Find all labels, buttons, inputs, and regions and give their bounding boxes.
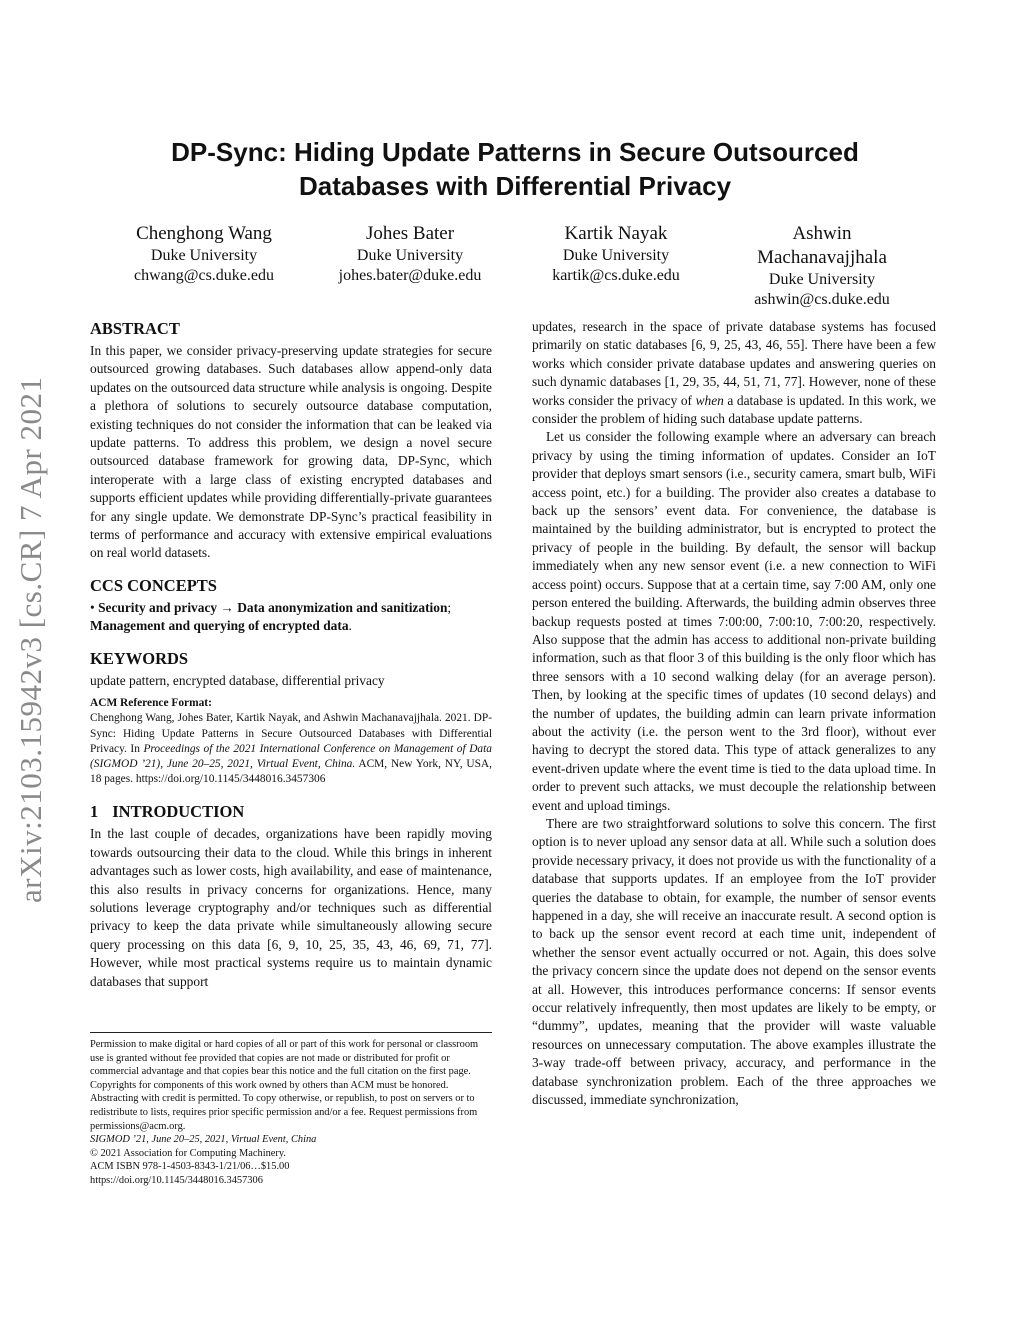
- intro-paragraph: In the last couple of decades, organizations have been rapidly moving towards outsourcing their data to the cloud. While this brings in inherent advantages such as lower costs, high availability, and ease of maintenance, this also results in privacy concerns for organizations. Hence, many solutions leverage cryptography and/or techniques such as differential privacy to keep the data private while simultaneously allowing secure query processing on this data [6, 9, 10, 25, 35, 43, 46, 69, 71, 77]. However, while most practical systems require us to maintain dynamic databases that support: [90, 826, 492, 989]
- author-affiliation: Duke University: [356, 247, 464, 264]
- body-paragraph: Let us consider the following example where an adversary can breach privacy by using the timing information of updates. Consider an IoT provider that deploys smart sensors (i.e., security camera, smart bulb, WiFi access point, etc.) for a building. The provider also creates a database to back up the sensors’ event data. For convenience, the database is maintained by the building administrator, but is encrypted to protect the privacy of people in the building. By default, the sensor will backup immediately when any new sensor event (i.e. a new connection to WiFi access point) occurs. Suppose that at a certain time, say 7:00 AM, only one person entered the building. Afterwards, the building admin observes three backup requests posted at times 7:00:00, 7:00:10, 7:00:20, respectively. Also suppose that the admin has access to additional non-private building information, such as that floor 3 of this building is the only floor which has three sensors with a 10 second walking delay (for an average person). Then, by looking at the specific times of updates (10 second delays) and the number of updates, the building admin can learn private information about the activity (i.e. the person went to the 3rd floor), without ever having to decrypt the stored data. This type of attack generalizes to any event-driven update where the event time is tied to the data upload time. In order to prevent such attacks, we must decouple the relationship between event and upload timings.: [532, 429, 936, 813]
- footnote-rule: [90, 1032, 492, 1033]
- emphasis: when: [695, 392, 724, 408]
- ccs-arrow: →: [220, 599, 234, 615]
- author-affiliation: Duke University: [562, 247, 670, 264]
- keywords-text: update pattern, encrypted database, differential privacy: [90, 672, 385, 688]
- section-heading-introduction: [90, 801, 492, 823]
- ccs-term: Management and querying of encrypted data: [90, 618, 349, 634]
- acm-reference-heading: ACM Reference Format:: [90, 697, 212, 710]
- author-affiliation: Duke University: [768, 271, 876, 288]
- paragraph-text: updates, research in the space of private database systems has focused primarily on static databases [6, 9, 25, 43, 46, 55]. There have been a few works which consider private database updates and answering queries on such dynamic databases [1, 29, 35, 44, 51, 71, 77]. However, none of these works consider the privacy of: [532, 319, 936, 408]
- author-name: Chenghong Wang: [136, 223, 272, 244]
- author-block: [118, 222, 290, 286]
- venue-line: SIGMOD ’21, June 20–25, 2021, Virtual Event, China: [90, 1134, 317, 1146]
- ccs-bullet: •: [90, 599, 95, 615]
- author-block: [322, 222, 498, 286]
- section-number: 1: [90, 802, 99, 822]
- right-column: [532, 318, 936, 1109]
- copyright-line: © 2021 Association for Computing Machinery.: [90, 1147, 286, 1159]
- acm-reference-plain: Chenghong Wang, Johes Bater, Kartik Nayak, and Ashwin Machanavajjhala. 2021. DP-Sync: Hiding Update Patterns in Secure Outsourced Databases with Differential Privacy. In: [90, 712, 492, 755]
- left-column: [90, 318, 492, 991]
- author-block: [536, 222, 696, 286]
- acm-reference-text: [90, 711, 492, 787]
- copyright-footnote: [90, 1038, 494, 1188]
- abstract-heading: ABSTRACT: [90, 319, 180, 338]
- isbn-line: ACM ISBN 978-1-4503-8343-1/21/06…$15.00: [90, 1161, 290, 1173]
- acm-reference-plain: ACM, New York, NY, USA, 18 pages. https://doi.org/10.1145/3448016.3457306: [90, 757, 492, 786]
- author-email: johes.bater@duke.edu: [338, 267, 482, 284]
- doi-line: https://doi.org/10.1145/3448016.3457306: [90, 1174, 263, 1186]
- arxiv-identifier: arXiv:2103.15942v3 [cs.CR] 7 Apr 2021: [13, 376, 48, 904]
- permission-notice: Permission to make digital or hard copies of all or part of this work for personal or classroom use is granted without fee provided that copies are not made or distributed for profit or commercial advantage and that copies bear this notice and the full citation on the first page. Copyrights for components of this work owned by others than ACM must be honored. Abstracting with credit is permitted. To copy otherwise, or republish, to post on servers or to redistribute to lists, requires prior specific permission and/or a fee. Request permissions from permissions@acm.org.: [90, 1039, 479, 1132]
- ccs-concepts: [90, 599, 492, 636]
- acm-reference-proceedings: Proceedings of the 2021 International Conference on Management of Data (SIGMOD ’21), June 20–25, 2021, Virtual Event, China.: [90, 742, 492, 770]
- author-email: ashwin@cs.duke.edu: [754, 291, 890, 308]
- keywords-heading: KEYWORDS: [90, 648, 189, 668]
- ccs-term: Data anonymization and sanitization: [237, 599, 448, 615]
- author-email: chwang@cs.duke.edu: [133, 267, 275, 284]
- author-block: [738, 222, 906, 310]
- ccs-separator: ;: [447, 599, 452, 615]
- author-name: Ashwin Machanavajjhala: [757, 223, 887, 268]
- paragraph-text: a database is updated. In this work, we consider the problem of hiding such database update patterns.: [532, 392, 936, 427]
- paper-title: DP-Sync: Hiding Update Patterns in Secure Outsourced Databases with Differential Privacy: [171, 137, 859, 201]
- author-affiliation: Duke University: [150, 247, 258, 264]
- author-name: Johes Bater: [365, 223, 455, 244]
- ccs-heading: CCS CONCEPTS: [90, 575, 217, 595]
- body-paragraph: There are two straightforward solutions to solve this concern. The first option is to never upload any sensor data at all. While such a solution does provide necessary privacy, it does not provide us with the functionality of a database that supports updates. If an employee from the IoT provider queries the database to obtain, for example, the number of sensor events happened in a day, she will receive an inaccurate result. A second option is to back up the sensor event record at each time unit, independent of whether the sensor event actually occurred or not. Again, this does solve the privacy concern since the update does not depend on the sensor events at all. However, this introduces performance concerns: If sensor events occur relatively infrequently, then most updates are likely to be empty, or “dummy”, updates, meaning that the provider will waste valuable resources on unnecessary computation. The above examples illustrate the 3-way trade-off between privacy, accuracy, and performance in the database synchronization problem. Each of the three approaches we discussed, immediate synchronization,: [532, 815, 936, 1108]
- author-email: kartik@cs.duke.edu: [552, 267, 680, 284]
- section-title: INTRODUCTION: [112, 802, 245, 822]
- abstract-text: In this paper, we consider privacy-preserving update strategies for secure outsourced growing databases. Such databases allow append-only data updates on the outsourced data structure while analysis is ongoing. Despite a plethora of solutions to securely outsource database computation, existing techniques do not consider the information that can be leaked via update patterns. To address this problem, we design a novel secure outsourced database framework for growing data, DP-Sync, which interoperate with a large class of existing encrypted databases and supports efficient updates while providing differentially-private guarantees for any single update. We demonstrate DP-Sync’s practical feasibility in terms of performance and accuracy with extensive empirical evaluations on real world datasets.: [90, 343, 493, 561]
- ccs-term: Security and privacy: [98, 599, 218, 615]
- body-paragraph: [532, 318, 936, 428]
- author-name: Kartik Nayak: [564, 223, 668, 244]
- ccs-end: .: [348, 618, 352, 634]
